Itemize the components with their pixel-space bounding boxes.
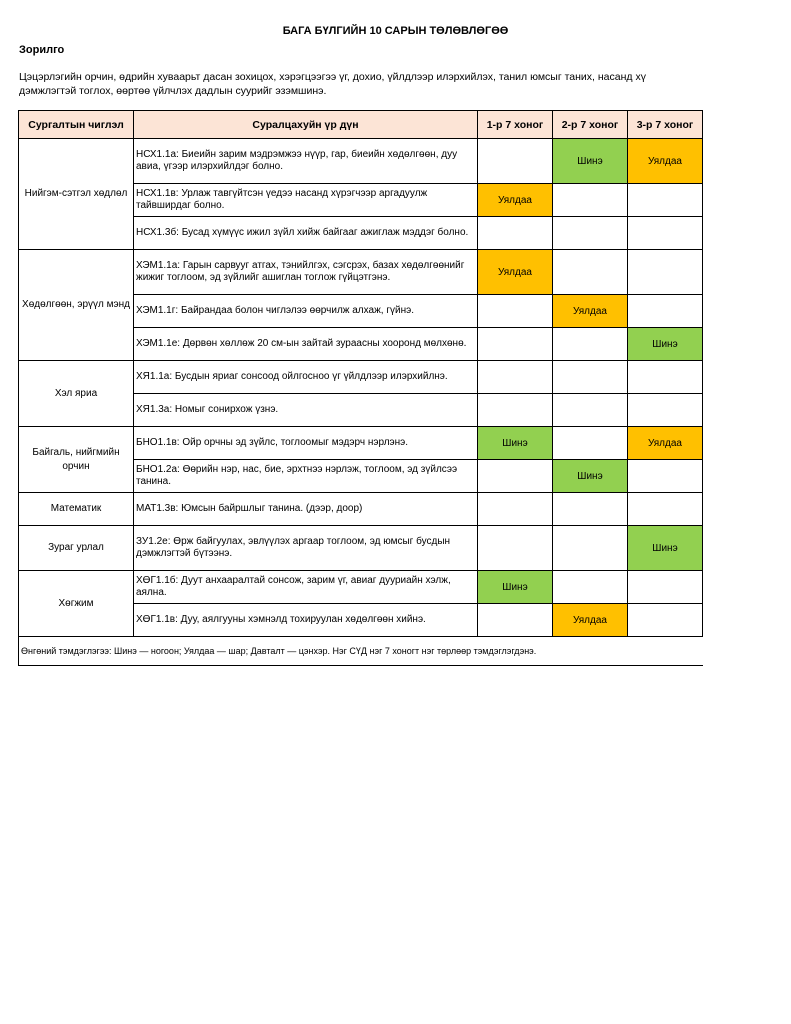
- table-row: [19, 526, 703, 571]
- header-category: Сургалтын чиглэл: [19, 111, 134, 139]
- week-3-status-cell: [628, 571, 703, 604]
- week-3-status-cell: Шинэ: [628, 328, 703, 361]
- week-2-status-cell: [553, 184, 628, 217]
- result-cell: ХӨГ1.1в: Дуу, аялгууны хэмнэлд тохируулан хөдөлгөөн хийнэ.: [134, 604, 478, 637]
- result-cell: ХЭМ1.1е: Дөрвөн хөллөж 20 см-ын зайтай зураасны хооронд мөлхөнө.: [134, 328, 478, 361]
- week-1-status-cell: [478, 295, 553, 328]
- week-2-status-cell: [553, 250, 628, 295]
- week-2-status-cell: [553, 526, 628, 571]
- goal-text: Цэцэрлэгийн орчин, өдрийн хуваарьт дасан зохицох, хэрэгцээгээ үг, дохио, үйлдлээр илэрхийлэх, танил юмсыг таних, насанд хү дэмжлэгтэй тоглох, өөртөө үйлчлэх дадлын суурийг эзэмшинэ.: [19, 71, 646, 97]
- category-cell: Хөдөлгөөн, эрүүл мэнд: [19, 250, 134, 361]
- result-cell: ХЭМ1.1а: Гарын сарвууг атгах, тэнийлгэх, сэгсрэх, базах хөдөлгөөнийг жижиг тоглоом, эд зүйлийг ашиглан тоглож гүйцэтгэнэ.: [134, 250, 478, 295]
- week-1-status-cell: [478, 526, 553, 571]
- table-row: [19, 571, 703, 604]
- week-2-status-cell: Шинэ: [553, 460, 628, 493]
- week-1-status-cell: [478, 361, 553, 394]
- table-row: [19, 427, 703, 460]
- table-row: [19, 493, 703, 526]
- week-1-status-cell: Шинэ: [478, 571, 553, 604]
- result-cell: ХЯ1.1а: Бусдын яриаг сонсоод ойлгосноо үг үйлдлээр илэрхийлнэ.: [134, 361, 478, 394]
- week-3-status-cell: [628, 361, 703, 394]
- week-1-status-cell: [478, 139, 553, 184]
- week-2-status-cell: Шинэ: [553, 139, 628, 184]
- result-cell: ЗУ1.2е: Өрж байгуулах, эвлүүлэх аргаар тоглоом, эд юмсыг бусдын дэмжлэгтэй бүтээнэ.: [134, 526, 478, 571]
- week-3-status-cell: [628, 604, 703, 637]
- week-2-status-cell: [553, 217, 628, 250]
- header-week-1: 1-р 7 хоног: [478, 111, 553, 139]
- result-cell: ХЭМ1.1г: Байрандаа болон чиглэлээ өөрчилж алхаж, гүйнэ.: [134, 295, 478, 328]
- week-1-status-cell: [478, 328, 553, 361]
- week-2-status-cell: [553, 361, 628, 394]
- category-cell: Зураг урлал: [19, 526, 134, 571]
- week-1-status-cell: [478, 460, 553, 493]
- week-1-status-cell: Шинэ: [478, 427, 553, 460]
- week-3-status-cell: Уялдаа: [628, 139, 703, 184]
- week-1-status-cell: Уялдаа: [478, 250, 553, 295]
- week-2-status-cell: [553, 571, 628, 604]
- week-2-status-cell: Уялдаа: [553, 604, 628, 637]
- category-cell: Математик: [19, 493, 134, 526]
- result-cell: ХЯ1.3а: Номыг сонирхож үзнэ.: [134, 394, 478, 427]
- week-1-status-cell: [478, 493, 553, 526]
- header-week-3: 3-р 7 хоног: [628, 111, 703, 139]
- week-1-status-cell: Уялдаа: [478, 184, 553, 217]
- week-3-status-cell: Шинэ: [628, 526, 703, 571]
- plan-table: [18, 110, 703, 666]
- week-1-status-cell: [478, 217, 553, 250]
- week-3-status-cell: [628, 217, 703, 250]
- header-week-2: 2-р 7 хоног: [553, 111, 628, 139]
- week-3-status-cell: Уялдаа: [628, 427, 703, 460]
- week-3-status-cell: [628, 295, 703, 328]
- category-cell: Нийгэм-сэтгэл хөдлөл: [19, 139, 134, 250]
- category-cell: Хөгжим: [19, 571, 134, 637]
- header-result: Суралцахуйн үр дүн: [134, 111, 478, 139]
- result-cell: МАТ1.3в: Юмсын байршлыг танина. (дээр, доор): [134, 493, 478, 526]
- week-3-status-cell: [628, 460, 703, 493]
- result-cell: НСХ1.1а: Биеийн зарим мэдрэмжээ нүүр, гар, биеийн хөдөлгөөн, дуу авиа, үгээр илэрхийлдэг болно.: [134, 139, 478, 184]
- category-cell: Хэл яриа: [19, 361, 134, 427]
- week-3-status-cell: [628, 250, 703, 295]
- week-3-status-cell: [628, 493, 703, 526]
- table-header-row: [19, 111, 703, 139]
- goal-heading: Зорилго: [19, 44, 65, 56]
- table-row: [19, 250, 703, 295]
- table-row: [19, 139, 703, 184]
- legend-note: Өнгөний тэмдэглэгээ: Шинэ — ногоон; Уялдаа — шар; Давталт — цэнхэр. Нэг СҮД нэг 7 хоногт нэг төрлөөр тэмдэглэгдэнэ.: [19, 637, 703, 666]
- week-3-status-cell: [628, 394, 703, 427]
- week-1-status-cell: [478, 604, 553, 637]
- week-2-status-cell: [553, 427, 628, 460]
- result-cell: ХӨГ1.1б: Дуут анхааралтай сонсож, зарим үг, авиаг дууриайн хэлж, аялна.: [134, 571, 478, 604]
- week-2-status-cell: Уялдаа: [553, 295, 628, 328]
- week-1-status-cell: [478, 394, 553, 427]
- category-cell: Байгаль, нийгмийн орчин: [19, 427, 134, 493]
- plan-table-body: [19, 139, 703, 637]
- week-3-status-cell: [628, 184, 703, 217]
- result-cell: НСХ1.1в: Урлаж тавгүйтсэн үедээ насанд хүрэгчээр аргадуулж тайвширдаг болно.: [134, 184, 478, 217]
- page-title: БАГА БҮЛГИЙН 10 САРЫН ТӨЛӨВЛӨГӨӨ: [282, 25, 509, 37]
- week-2-status-cell: [553, 328, 628, 361]
- legend-note-row: [19, 637, 703, 666]
- table-row: [19, 361, 703, 394]
- week-2-status-cell: [553, 394, 628, 427]
- result-cell: БНО1.1в: Ойр орчны эд зүйлс, тоглоомыг мэдэрч нэрлэнэ.: [134, 427, 478, 460]
- result-cell: НСХ1.3б: Бусад хүмүүс ижил зүйл хийж байгааг ажиглаж мэддэг болно.: [134, 217, 478, 250]
- result-cell: БНО1.2а: Өөрийн нэр, нас, бие, эрхтнээ нэрлэж, тоглоом, эд зүйлсээ танина.: [134, 460, 478, 493]
- week-2-status-cell: [553, 493, 628, 526]
